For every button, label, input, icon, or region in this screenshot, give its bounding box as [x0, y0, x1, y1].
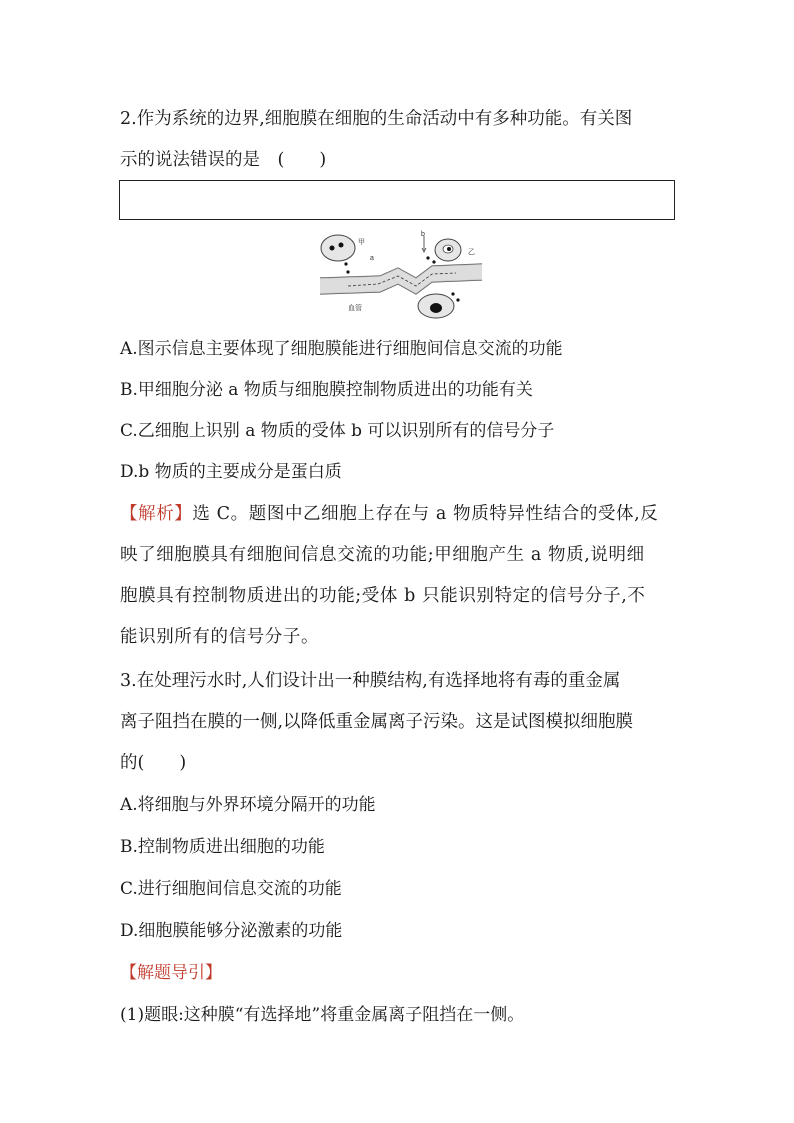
label-vessel: 血管 [348, 305, 362, 312]
q2-analysis-line-4: 能识别所有的信号分子。 [120, 627, 320, 647]
answer-box[interactable] [119, 180, 675, 220]
q2-option-d: D.b 物质的主要成分是蛋白质 [120, 462, 342, 482]
q3-option-a: A.将细胞与外界环境分隔开的功能 [120, 795, 376, 815]
q3-option-d: D.细胞膜能够分泌激素的功能 [120, 921, 343, 941]
label-yi: 乙 [468, 249, 475, 256]
analysis-text-1: 选 C。题图中乙细胞上存在与 a 物质特异性结合的受体,反 [192, 504, 659, 524]
q3-stem-line-3: 的( ) [120, 753, 187, 773]
guide-tag: 【解题导引】 [120, 963, 222, 983]
q3-option-c: C.进行细胞间信息交流的功能 [120, 879, 342, 899]
q2-stem-line-1: 2.作为系统的边界,细胞膜在细胞的生命活动中有多种功能。有关图 [120, 109, 633, 129]
q2-analysis-line-1 [120, 502, 658, 526]
q2-analysis-line-3: 胞膜具有控制物质进出的功能;受体 b 只能识别特定的信号分子,不 [120, 586, 646, 606]
analysis-tag: 【解析】 [120, 504, 193, 524]
q3-option-b: B.控制物质进出细胞的功能 [120, 837, 325, 857]
q3-stem-line-1: 3.在处理污水时,人们设计出一种膜结构,有选择地将有毒的重金属 [120, 671, 621, 691]
label-jia: 甲 [358, 239, 365, 246]
q2-option-a: A.图示信息主要体现了细胞膜能进行细胞间信息交流的功能 [120, 339, 563, 359]
guide-line-1: (1)题眼:这种膜“有选择地”将重金属离子阻挡在一侧。 [120, 1005, 525, 1025]
q2-analysis-line-2: 映了细胞膜具有细胞间信息交流的功能;甲细胞产生 a 物质,说明细 [120, 545, 645, 565]
q3-stem-line-2: 离子阻挡在膜的一侧,以降低重金属离子污染。这是试图模拟细胞膜 [120, 712, 634, 732]
cell-signaling-figure [318, 228, 482, 320]
q2-option-c: C.乙细胞上识别 a 物质的受体 b 可以识别所有的信号分子 [120, 421, 555, 441]
q2-option-b: B.甲细胞分泌 a 物质与细胞膜控制物质进出的功能有关 [120, 380, 533, 400]
label-b: b [421, 231, 425, 238]
label-a: a [370, 255, 374, 262]
q2-stem-line-2: 示的说法错误的是 ( ) [120, 150, 327, 170]
